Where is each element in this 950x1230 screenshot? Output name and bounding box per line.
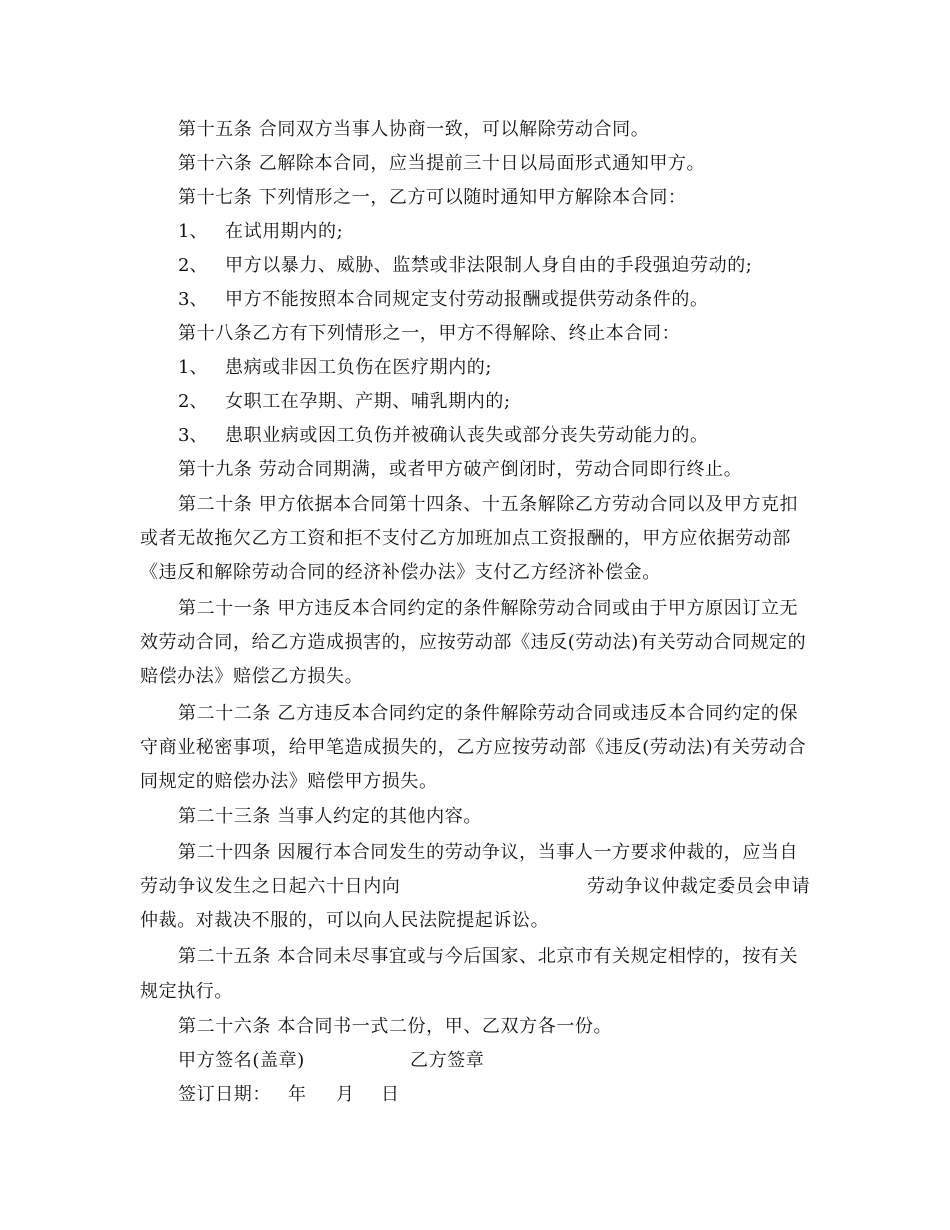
article-24-line-2-part-2: 劳动争议仲裁定委员会申请 — [587, 876, 811, 897]
article-25-line-1: 第二十五条 本合同未尽事宜或与今后国家、北京市有关规定相悖的，按有关 — [178, 946, 799, 967]
article-24-line-3: 仲裁。对裁决不服的，可以向人民法院提起诉讼。 — [140, 910, 550, 931]
article-23: 第二十三条 当事人约定的其他内容。 — [178, 806, 482, 827]
article-24-line-2-part-1: 劳动争议发生之日起六十日内向 — [140, 876, 401, 897]
article-22-line-2: 守商业秘密事项，给甲笔造成损失的，乙方应按劳动部《违反(劳动法)有关劳动合 — [140, 737, 807, 758]
article-18-item-1-number: 1、 — [178, 357, 208, 378]
party-a-signature-label: 甲方签名(盖章) — [178, 1050, 305, 1071]
article-17: 第十七条 下列情形之一，乙方可以随时通知甲方解除本合同： — [178, 187, 687, 208]
article-17-item-2-number: 2、 — [178, 255, 208, 276]
article-20-line-1: 第二十条 甲方依据本合同第十四条、十五条解除乙方劳动合同以及甲方克扣 — [178, 494, 799, 515]
article-21-line-3: 赔偿办法》赔偿乙方损失。 — [140, 666, 364, 687]
article-20-line-3: 《违反和解除劳动合同的经济补偿办法》支付乙方经济补偿金。 — [140, 562, 661, 583]
signing-date-day: 日 — [381, 1084, 400, 1105]
article-22-line-1: 第二十二条 乙方违反本合同约定的条件解除劳动合同或违反本合同约定的保 — [178, 703, 799, 724]
article-19: 第十九条 劳动合同期满，或者甲方破产倒闭时，劳动合同即行终止。 — [178, 459, 743, 480]
article-18-item-3: 患职业病或因工负伤并被确认丧失或部分丧失劳动能力的。 — [225, 425, 709, 446]
party-b-signature-label: 乙方签章 — [410, 1050, 485, 1071]
signing-date-label: 签订日期： — [178, 1084, 271, 1105]
article-20-line-2: 或者无故拖欠乙方工资和拒不支付乙方加班加点工资报酬的，甲方应依据劳动部 — [140, 528, 791, 549]
article-24-line-1: 第二十四条 因履行本合同发生的劳动争议，当事人一方要求仲裁的，应当自 — [178, 842, 799, 863]
article-18-item-2-number: 2、 — [178, 391, 208, 412]
article-17-item-3-number: 3、 — [178, 289, 208, 310]
signing-date-year: 年 — [288, 1084, 307, 1105]
article-18-item-2: 女职工在孕期、产期、哺乳期内的; — [225, 391, 511, 412]
article-21-line-1: 第二十一条 甲方违反本合同约定的条件解除劳动合同或由于甲方原因订立无 — [178, 598, 799, 619]
article-17-item-1-number: 1、 — [178, 221, 208, 242]
article-25-line-2: 规定执行。 — [140, 981, 233, 1002]
article-26: 第二十六条 本合同书一式二份，甲、乙双方各一份。 — [178, 1016, 613, 1037]
article-15: 第十五条 合同双方当事人协商一致，可以解除劳动合同。 — [178, 119, 650, 140]
signing-date-month: 月 — [336, 1084, 355, 1105]
article-18-item-1: 患病或非因工负伤在医疗期内的; — [225, 357, 493, 378]
article-18-item-3-number: 3、 — [178, 425, 208, 446]
article-16: 第十六条 乙解除本合同，应当提前三十日以局面形式通知甲方。 — [178, 153, 706, 174]
article-17-item-2: 甲方以暴力、威胁、监禁或非法限制人身自由的手段强迫劳动的; — [225, 255, 753, 276]
article-22-line-3: 同规定的赔偿办法》赔偿甲方损失。 — [140, 771, 438, 792]
article-17-item-3: 甲方不能按照本合同规定支付劳动报酬或提供劳动条件的。 — [225, 289, 709, 310]
article-17-item-1: 在试用期内的; — [225, 221, 344, 242]
article-18: 第十八条乙方有下列情形之一，甲方不得解除、终止本合同： — [178, 323, 681, 344]
article-21-line-2: 效劳动合同，给乙方造成损害的，应按劳动部《违反(劳动法)有关劳动合同规定的 — [140, 632, 807, 653]
